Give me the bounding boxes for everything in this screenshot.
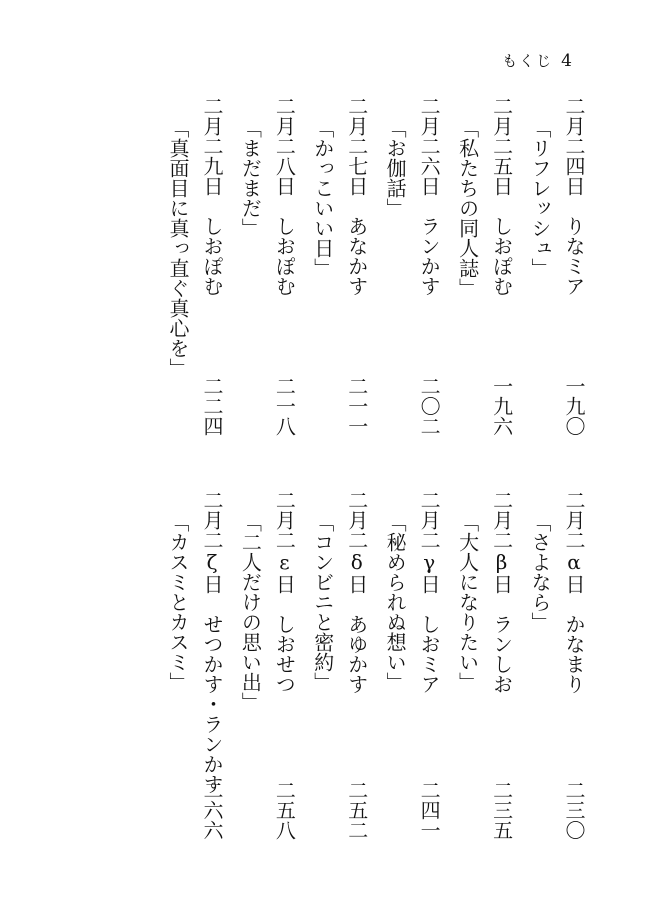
entry-page: 二二四 [200, 376, 224, 436]
toc-entry[interactable] [451, 490, 519, 840]
toc-entry[interactable] [523, 490, 591, 840]
entry-title: 「秘められぬ想い」 [383, 512, 408, 692]
entry-date: 二月二γ日 [417, 490, 442, 594]
entry-title: 「リフレッシュ」 [527, 118, 552, 278]
toc-section-bottom [161, 490, 591, 840]
entry-title: 「さよなら」 [527, 512, 552, 632]
entry-page: 一九六 [489, 376, 514, 436]
entry-author: あなかす [344, 216, 369, 296]
header-page-number: 4 [561, 51, 574, 71]
entry-author: ランしお [489, 614, 514, 694]
entry-title: 「お伽話」 [383, 118, 408, 218]
toc-entry[interactable] [306, 490, 374, 840]
toc-entry[interactable] [233, 490, 301, 840]
toc-entry[interactable] [451, 96, 519, 436]
entry-author: しおせつ [272, 614, 297, 694]
entry-author: あゆかす [344, 614, 369, 694]
entry-title: 「かっこいい日」 [310, 118, 335, 278]
toc-entry[interactable] [378, 490, 446, 840]
entry-date: 二月二ζ日 [200, 490, 224, 594]
entry-page: 二三〇 [561, 780, 586, 840]
entry-author: しおミア [417, 614, 442, 694]
entry-date: 二月二ε日 [272, 490, 297, 594]
entry-page: 二五八 [272, 780, 297, 840]
toc-entry[interactable] [233, 96, 301, 436]
entry-author: ランかす [417, 216, 442, 296]
entry-page: 二四一 [417, 780, 442, 840]
toc-section-top [161, 96, 591, 436]
entry-page: 一九〇 [561, 376, 586, 436]
entry-page: 二〇二 [417, 376, 442, 436]
entry-page: 二一一 [344, 376, 369, 436]
entry-title: 「大人になりたい」 [455, 512, 480, 692]
entry-title: 「まだまだ」 [238, 118, 263, 238]
entry-author: しおぽむ [272, 216, 297, 296]
entry-title: 「私たちの同人誌」 [455, 118, 480, 298]
entry-author: しおぽむ [489, 216, 514, 296]
toc-entry[interactable] [378, 96, 446, 436]
entry-page: 二六六 [200, 780, 224, 840]
entry-date: 二月二八日 [272, 96, 297, 196]
entry-date: 二月二α日 [561, 490, 586, 594]
entry-page: 二一八 [272, 376, 297, 436]
running-header [502, 50, 574, 71]
entry-title: 「カスミとカスミ」 [166, 512, 190, 692]
entry-date: 二月二七日 [344, 96, 369, 196]
entry-author: せつかす・ランかす [200, 614, 224, 794]
header-label: もくじ [502, 52, 554, 70]
toc-entry[interactable] [306, 96, 374, 436]
entry-author: しおぽむ [200, 216, 224, 296]
entry-date: 二月二δ日 [344, 490, 369, 594]
toc-entry[interactable] [161, 96, 229, 436]
entry-date: 二月二四日 [561, 96, 586, 196]
entry-title: 「二人だけの思い出」 [238, 512, 263, 712]
entry-date: 二月二九日 [200, 96, 224, 196]
toc-entry[interactable] [523, 96, 591, 436]
entry-page: 二五二 [344, 780, 369, 840]
entry-date: 二月二五日 [489, 96, 514, 196]
entry-title: 「コンビニと密約」 [310, 512, 335, 692]
entry-author: りなミア [561, 216, 586, 296]
entry-date: 二月二六日 [417, 96, 442, 196]
entry-page: 二三五 [489, 780, 514, 840]
entry-author: かなまり [561, 614, 586, 694]
entry-title: 「真面目に真っ直ぐ真心を」 [166, 118, 190, 378]
entry-date: 二月二β日 [489, 490, 514, 594]
toc-entry[interactable] [161, 490, 229, 840]
